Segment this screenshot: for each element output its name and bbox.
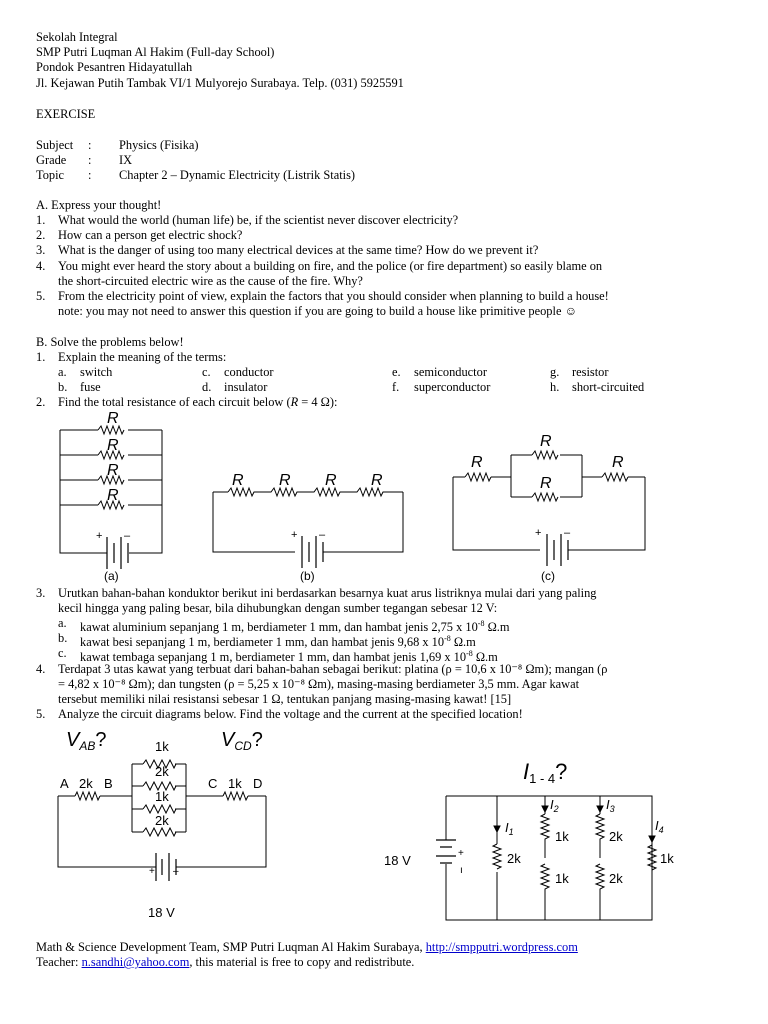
grade-value: IX [119,153,133,167]
label-r: R [107,462,119,479]
subject-colon: : [88,138,92,152]
term-value: superconductor [414,380,491,394]
term-key: d. [202,380,212,394]
item-number: 4. [36,662,46,676]
plus-sign: + [149,866,155,877]
resistor-p3 [143,805,176,813]
current-i4-label: $I_4$ [655,818,664,835]
option-c: kawat tembaga sepanjang 1 m, berdiameter 1 mm, dan hambat jenis 1,69 x $10^{-8}$ Ω.m [80,649,498,665]
node-b: B [104,776,113,791]
battery-6 [436,840,456,863]
resistor-r3b-value: 2k [609,871,623,886]
school-subtitle: SMP Putri Luqman Al Hakim (Full-day School) [36,45,275,59]
term-key: h. [550,380,560,394]
term-key: e. [392,365,401,379]
term-value: fuse [80,380,101,394]
resistor-p4-value: 2k [155,813,169,828]
question-a2: How can a person get electric shock? [58,228,243,242]
current-title: I1 - 4? [523,759,568,786]
resistor-p2-value: 2k [155,764,169,779]
subject-value: Physics (Fisika) [119,138,199,152]
resistor-c1 [465,473,491,481]
question-a4: You might ever heard the story about a building on fire, and the police (or fire department) so easily blame on [58,259,603,273]
label-r: R [107,487,119,504]
resistor-r3b [596,864,604,894]
school-name: Sekolah Integral [36,30,118,44]
term-key: c. [202,365,211,379]
minus-sign: – [319,529,326,541]
label-r: R [279,472,291,489]
circuit-b-label: (b) [300,569,315,583]
label-r: R [325,472,337,489]
circuit-i1-i4 [380,752,680,932]
minus-sign: – [564,527,571,539]
arrowhead-i1 [494,826,500,832]
question-a1: What would the world (human life) be, if the scientist never discover electricity? [58,213,459,227]
resistor-p1-value: 1k [155,739,169,754]
topic-value: Chapter 2 – Dynamic Electricity (Listrik Statis) [119,168,356,182]
resistor-2k-ab [75,792,100,800]
resistor-a1 [98,426,124,434]
term-key: a. [58,365,67,379]
option-key: b. [58,631,68,645]
item-number: 3. [36,586,46,600]
vab-label: $V_{AB}$? [66,729,107,753]
resistor-r2b-value: 1k [555,871,569,886]
footer-teacher: Teacher: n.sandhi@yahoo.com, this material is free to copy and redistribute. [36,955,415,969]
term-key: b. [58,380,68,394]
question-b2: Find the total resistance of each circuit below (R = 4 Ω): [58,395,338,409]
resistor-r1-value: 2k [507,851,521,866]
circuit-c-label: (c) [541,569,555,583]
item-number: 2. [36,395,46,409]
resistor-r1 [493,844,501,869]
option-a: kawat aluminium sepanjang 1 m, berdiameter 1 mm, dan hambat jenis 2,75 x $10^{-8}$ Ω.m [80,619,510,635]
website-link[interactable]: http://smpputri.wordpress.com [425,940,578,954]
minus-sign: ı [460,865,463,876]
circuit-6-wires [446,796,652,920]
plus-sign: + [535,527,542,539]
circuit-b-wires [213,492,403,552]
resistor-ab-value: 2k [79,776,93,791]
subject-label: Subject [36,138,74,152]
resistor-r2a-value: 1k [555,829,569,844]
topic-colon: : [88,168,92,182]
question-b4: Terdapat 3 utas kawat yang terbuat dari bahan-bahan sebagai berikut: platina (ρ = 10,6 x 10⁻⁸ Ωm); mangan (ρ [58,662,608,676]
footer-credits: Math & Science Development Team, SMP Putri Luqman Al Hakim Surabaya, http://smpputri.wordpress.com [36,940,578,954]
resistor-r4 [648,845,656,870]
resistor-r2b [541,864,549,894]
question-b4-cont2: tersebut memiliki nilai resistansi sebesar 1 Ω, tentukan panjang masing-masing kawat! [15] [58,692,512,706]
item-number: 3. [36,243,46,257]
question-a5-note: note: you may not need to answer this question if you are going to build a house like primitive people ☺ [58,304,578,318]
resistor-c2 [532,451,558,459]
minus-sign: – [124,530,131,542]
item-number: 1. [36,213,46,227]
resistor-r2a [541,814,549,858]
node-d: D [253,776,263,791]
label-r: R [107,437,119,454]
question-b5: Analyze the circuit diagrams below. Find the voltage and the current at the specified location! [58,707,523,721]
exercise-title: EXERCISE [36,107,96,121]
arrowhead-i4 [649,836,655,842]
label-r: R [540,433,552,450]
resistor-r3a [596,814,604,858]
resistor-p3-value: 1k [155,789,169,804]
question-b4-cont: = 4,82 x 10⁻⁸ Ωm); dan tungsten (ρ = 5,25 x 10⁻⁸ Ωm), masing-masing berdiameter 3,5 mm. Agar kawat [58,677,580,691]
term-value: semiconductor [414,365,487,379]
voltage-label: 18 V [148,905,175,920]
term-value: short-circuited [572,380,645,394]
label-r: R [471,454,483,471]
option-key: a. [58,616,67,630]
label-r: R [612,454,624,471]
school-pesantren: Pondok Pesantren Hidayatullah [36,60,193,74]
item-number: 2. [36,228,46,242]
term-value: insulator [224,380,268,394]
option-b: kawat besi sepanjang 1 m, berdiameter 1 mm, dan hambat jenis 9,68 x $10^{-8}$ Ω.m [80,634,476,650]
label-r: R [232,472,244,489]
resistor-cd-value: 1k [228,776,242,791]
question-b3: Urutkan bahan-bahan konduktor berikut ini berdasarkan besarnya kuat arus listriknya mulai dari yang paling [58,586,597,600]
voltage-label: 18 V [384,853,411,868]
resistor-r4-value: 1k [660,851,674,866]
label-r: R [540,475,552,492]
minus-sign: – [173,866,179,877]
node-c: C [208,776,218,791]
arrowhead-i2 [542,806,548,812]
school-address: Jl. Kejawan Putih Tambak VI/1 Mulyorejo Surabaya. Telp. (031) 5925591 [36,76,404,90]
resistors-b [228,488,398,496]
question-b1: Explain the meaning of the terms: [58,350,227,364]
item-number: 5. [36,289,46,303]
resistor-c3 [532,493,558,501]
current-i2-label: $I_2$ [550,797,559,814]
term-value: resistor [572,365,609,379]
term-key: g. [550,365,560,379]
term-value: conductor [224,365,274,379]
question-a5: From the electricity point of view, explain the factors that you should consider when planning to build a house! [58,289,609,303]
section-b-title: B. Solve the problems below! [36,335,184,349]
question-a4-cont: the short-circuited electric wire as the cause of the fire. Why? [58,274,363,288]
label-r: R [107,410,119,427]
item-number: 4. [36,259,46,273]
grade-colon: : [88,153,92,167]
email-link[interactable]: n.sandhi@yahoo.com [81,955,190,969]
current-i1-label: $I_1$ [505,820,514,837]
topic-label: Topic [36,168,65,182]
question-b3-cont: kecil hingga yang paling besar, bila dihubungkan dengan sumber tegangan sebesar 12 V: [58,601,498,615]
plus-sign: + [96,530,103,542]
plus-sign: + [458,848,464,859]
item-number: 1. [36,350,46,364]
circuits-abc [0,405,768,605]
question-a3: What is the danger of using too many electrical devices at the same time? How do we prevent it? [58,243,539,257]
term-key: f. [392,380,400,394]
item-number: 5. [36,707,46,721]
resistor-p4 [143,828,176,836]
resistor-r3a-value: 2k [609,829,623,844]
term-value: switch [80,365,113,379]
arrowhead-i3 [597,806,603,812]
node-a: A [60,776,69,791]
circuit-vab-vcd [40,720,340,930]
grade-label: Grade [36,153,67,167]
current-i3-label: $I_3$ [606,797,615,814]
option-key: c. [58,646,67,660]
circuit-a-label: (a) [104,569,119,583]
label-r: R [371,472,383,489]
section-a-title: A. Express your thought! [36,198,162,212]
resistor-c4 [602,473,628,481]
plus-sign: + [291,529,298,541]
vcd-label: $V_{CD}$? [221,729,263,753]
resistor-1k-cd [223,792,248,800]
